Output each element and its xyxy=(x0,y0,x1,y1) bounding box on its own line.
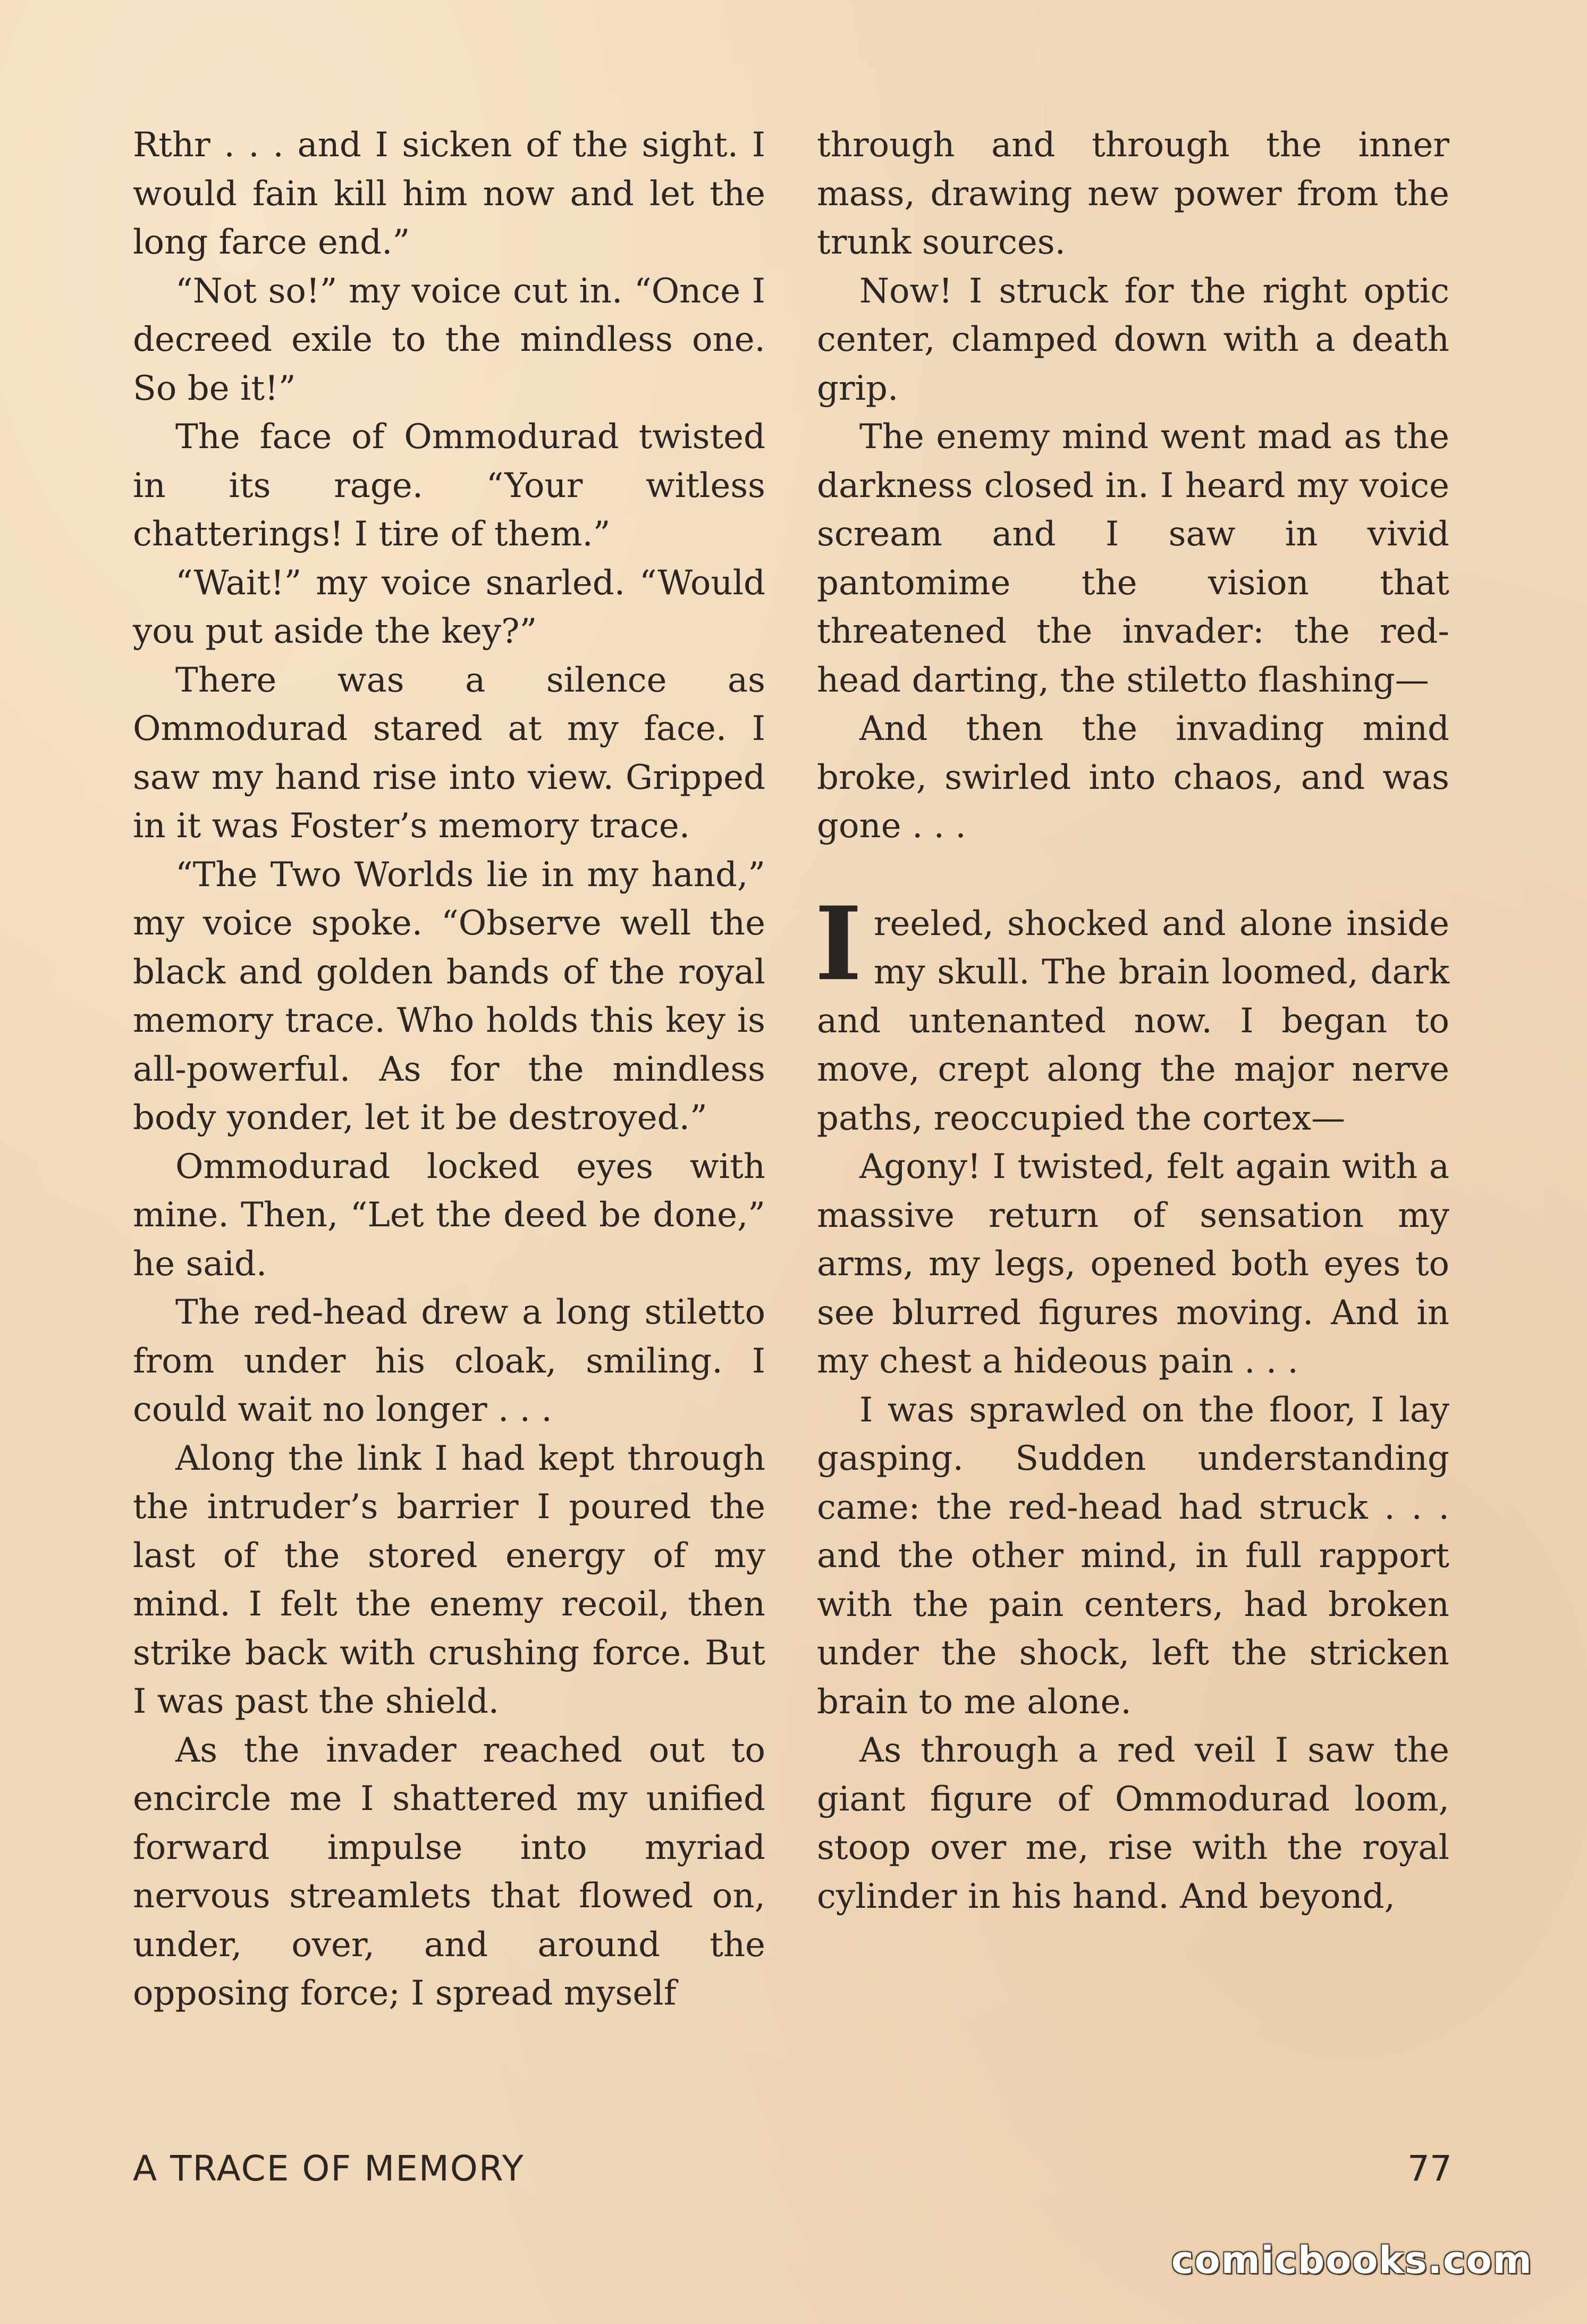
paragraph: As the invader reached out to encircle me I shattered my unified forward impulse into myriad nervous streamlets that flowed on, under, over, and around the opposing force; I spread myself xyxy=(133,1730,765,2013)
paragraph: Along the link I had kept through the intruder’s barrier I poured the last of the stored energy of my mind. I felt the enemy recoil, then strike back with crushing force. But I was past the shield. xyxy=(133,1438,765,1721)
dropcap-paragraph-text: reeled, shocked and alone inside my skull. The brain loomed, dark and untenanted now. I began to move, crept along the major nerve paths, reoccupied the cortex— xyxy=(817,904,1449,1138)
paragraph: The red-head drew a long stiletto from under his cloak, smiling. I could wait no longer . . . xyxy=(133,1293,765,1429)
paragraph: The face of Ommodurad twisted in its rage. “Your witless chatterings! I tire of them.” xyxy=(133,417,765,554)
paragraph: There was a silence as Ommodurad stared at my face. I saw my hand rise into view. Gripped in it was Foster’s memory trace. xyxy=(133,660,765,846)
paragraph: “Wait!” my voice snarled. “Would you put aside the key?” xyxy=(133,563,765,651)
page-number: 77 xyxy=(1407,2148,1452,2189)
paragraph: Rthr . . . and I sicken of the sight. I would fain kill him now and let the long farce end.” xyxy=(133,125,765,262)
paragraph: Ommodurad locked eyes with mine. Then, “Let the deed be done,” he said. xyxy=(133,1147,765,1284)
paragraph: “Not so!” my voice cut in. “Once I decreed exile to the mindless one. So be it!” xyxy=(133,271,765,408)
paragraph: I was sprawled on the floor, I lay gasping. Sudden understanding came: the red-head had struck . . . and the other mind, in full rapport with the pain centers, had broken under the shock, left the stricken brain to me alone. xyxy=(817,1390,1449,1722)
right-text-column xyxy=(817,121,1449,1921)
paragraph: “The Two Worlds lie in my hand,” my voice spoke. “Observe well the black and golden bands of the royal memory trace. Who holds this key is all-powerful. As for the mindless body yonder, let it be destroyed.” xyxy=(133,855,765,1138)
watermark: comicbooks.com xyxy=(1171,2238,1533,2282)
paragraph: And then the invading mind broke, swirled into chaos, and was gone . . . xyxy=(817,709,1449,846)
paragraph: through and through the inner mass, drawing new power from the trunk sources. xyxy=(817,125,1449,262)
left-text-column xyxy=(133,121,765,2018)
paragraph: As through a red veil I saw the giant figure of Ommodurad loom, stoop over me, rise with the royal cylinder in his hand. And beyond, xyxy=(817,1731,1449,1916)
running-footer-title: A TRACE OF MEMORY xyxy=(133,2148,525,2189)
dropcap-paragraph xyxy=(815,884,1449,1143)
paragraph: Now! I struck for the right optic center, clamped down with a death grip. xyxy=(817,271,1449,408)
drop-cap-letter: I xyxy=(815,884,862,1003)
paragraph: Agony! I twisted, felt again with a massive return of sensation my arms, my legs, opened both eyes to see blurred figures moving. And in my chest a hideous pain . . . xyxy=(817,1147,1449,1381)
section-break xyxy=(817,851,1449,900)
paragraph: The enemy mind went mad as the darkness closed in. I heard my voice scream and I saw in vivid pantomime the vision that threatened the invader: the red-head darting, the stiletto flashing— xyxy=(817,417,1449,700)
